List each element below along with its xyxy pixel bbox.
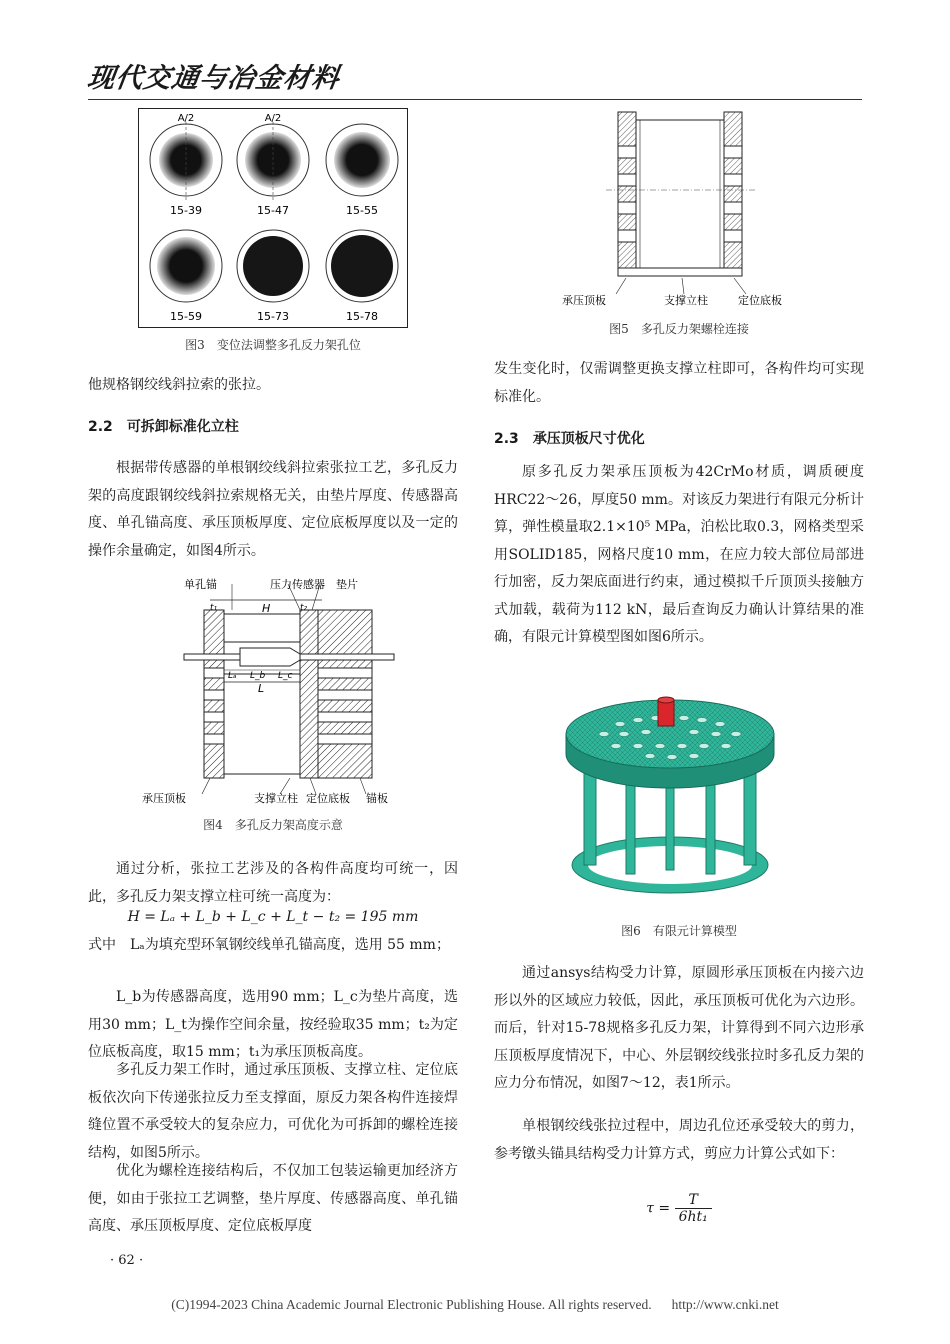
footer-url[interactable]: http://www.cnki.net	[671, 1297, 779, 1312]
right-para-0: 发生变化时，仅需调整更换支撑立柱即可，各构件均可实现标准化。	[494, 361, 864, 405]
page-number: · 62 ·	[110, 1253, 144, 1268]
a2-label-1: A/2	[177, 113, 195, 124]
footer-copyright: (C)1994-2023 China Academic Journal Electronic Publishing House. All rights reserved.	[171, 1297, 652, 1312]
label-single-anchor: 单孔锚	[184, 578, 217, 591]
label-support-column: 支撑立柱	[254, 792, 298, 805]
figure-6	[560, 690, 780, 900]
left-para-3: 式中 Lₐ为填充型环氧钢绞线单孔锚高度，选用 55 mm；	[88, 937, 450, 953]
left-para-0: 他规格钢绞线斜拉索的张拉。	[88, 377, 270, 393]
circle-15-55	[326, 124, 398, 196]
fig5-label-column: 支撑立柱	[664, 294, 708, 307]
circle-15-78	[326, 230, 398, 302]
figure-3-caption: 图3 变位法调整多孔反力架孔位	[185, 338, 361, 352]
formula-shear-numerator: T	[675, 1192, 712, 1209]
circle-15-59	[150, 230, 222, 302]
journal-title: 现代交通与冶金材料	[85, 63, 342, 94]
figure-5	[560, 106, 800, 314]
label-15-39: 15-39	[170, 204, 202, 217]
label-15-78: 15-78	[346, 310, 378, 323]
left-para-2: 通过分析，张拉工艺涉及的各构件高度均可统一，因此，多孔反力架支撑立柱可统一高度为：	[88, 861, 458, 905]
right-para-2: 通过ansys结构受力计算，原圆形承压顶板在内接六边形以外的区域应力较低，因此，承压顶板可优化为六边形。而后，针对15-78规格多孔反力架，计算得到不同六边形承压顶板厚度情况下，中心、外层钢绞线张拉时多孔反力架的应力分布情况，如图7～12，表1所示。	[494, 965, 864, 1091]
figure-3	[138, 108, 408, 328]
label-La: Lₐ	[228, 671, 237, 681]
label-base-plate: 定位底板	[306, 792, 350, 805]
label-t2: t₂	[300, 603, 308, 613]
label-anchor-plate: 锚板	[366, 792, 388, 805]
figure-6-drawing	[560, 690, 780, 900]
left-para-6: 优化为螺栓连接结构后，不仅加工包装运输更加经济方便，如由于张拉工艺调整，垫片厚度、传感器高度、单孔锚高度、承压顶板厚度、定位底板厚度	[88, 1163, 458, 1234]
circle-15-73	[237, 230, 309, 302]
left-para-5: 多孔反力架工作时，通过承压顶板、支撑立柱、定位底板依次向下传递张拉反力至支撑面，原反力架各构件连接焊缝位置不承受较大的复杂应力，可优化为可拆卸的螺栓连接结构，如图5所示。	[88, 1062, 458, 1161]
label-pressure-sensor: 压力传感器	[270, 578, 325, 591]
fig5-label-bearing: 承压顶板	[562, 294, 606, 307]
figure-4-caption: 图4 多孔反力架高度示意	[203, 818, 343, 832]
figure-6-caption: 图6 有限元计算模型	[621, 924, 737, 938]
left-para-1: 根据带传感器的单根钢绞线斜拉索张拉工艺，多孔反力架的高度跟钢绞线斜拉索规格无关，由垫片厚度、传感器高度、单孔锚高度、承压顶板厚度、定位底板厚度以及一定的操作余量确定，如图4所示。	[88, 460, 458, 559]
label-Lb: L_b	[250, 671, 266, 681]
fig5-label-base: 定位底板	[738, 294, 782, 307]
formula-shear	[494, 1192, 864, 1225]
label-15-55: 15-55	[346, 204, 378, 217]
formula-shear-fraction	[675, 1192, 712, 1225]
label-t1: t₁	[210, 603, 218, 613]
header-rule	[88, 99, 862, 100]
label-15-59: 15-59	[170, 310, 202, 323]
figure-5-drawing	[560, 106, 800, 314]
left-para-4: L_b为传感器高度，选用90 mm；L_c为垫片高度，选用30 mm；L_t为操作空间余量，按经验取35 mm；t₂为定位底板高度，取15 mm；t₁为承压顶板高度。	[88, 989, 458, 1060]
formula-height: H = Lₐ + L_b + L_c + L_t − t₂ = 195 mm	[127, 909, 419, 925]
section-2-3-heading: 2.3 承压顶板尺寸优化	[494, 431, 645, 447]
figure-3-drawing	[138, 108, 408, 328]
footer	[0, 1297, 950, 1313]
label-Lc: L_c	[278, 671, 293, 681]
label-H: H	[262, 602, 271, 615]
formula-shear-lhs: τ =	[646, 1200, 671, 1217]
figure-4-drawing	[140, 574, 408, 806]
label-bearing-plate: 承压顶板	[142, 792, 186, 805]
label-shim: 垫片	[336, 578, 358, 591]
section-2-2-heading: 2.2 可拆卸标准化立柱	[88, 419, 239, 435]
label-15-47: 15-47	[257, 204, 289, 217]
label-15-73: 15-73	[257, 310, 289, 323]
figure-5-caption: 图5 多孔反力架螺栓连接	[609, 322, 749, 336]
label-L: L	[258, 682, 265, 695]
figure-4	[140, 574, 408, 806]
formula-shear-denominator: 6ht₁	[678, 1209, 708, 1225]
right-para-1: 原多孔反力架承压顶板为42CrMo材质，调质硬度HRC22～26，厚度50 mm。对该反力架进行有限元分析计算，弹性模量取2.1×10⁵ MPa，泊松比取0.3，网格类型采用SOLID185，网格尺度10 mm，在应力较大部位局部进行加密，反力架底面进行约束，通过模拟千斤顶顶头接触方式加载，载荷为112 kN，最后查询反力确认计算结果的准确，有限元计算模型图如图6所示。	[494, 464, 864, 645]
right-para-3: 单根钢绞线张拉过程中，周边孔位还承受较大的剪力，参考镦头锚具结构受力计算方式，剪应力计算公式如下：	[494, 1118, 864, 1162]
a2-label-2: A/2	[264, 113, 282, 124]
